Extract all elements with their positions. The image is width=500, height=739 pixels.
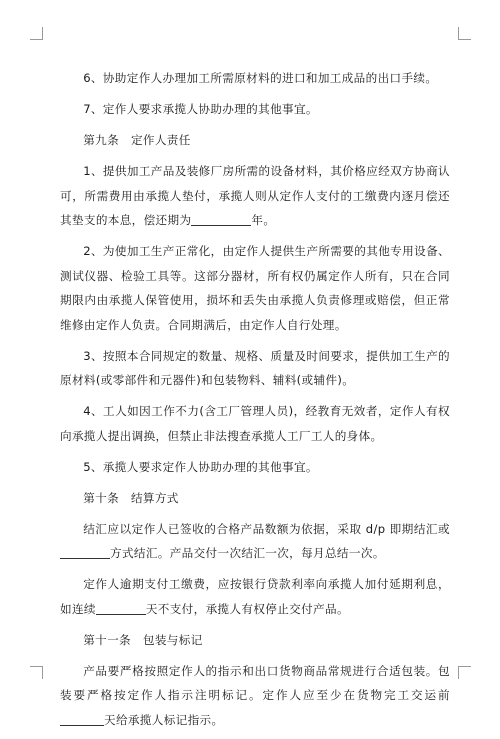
paragraph-text: 结汇应以定作人已签收的合格产品数额为依据，采取 d/p 即期结汇或 bbox=[83, 521, 450, 536]
paragraph-article-9-item-2: 2、为使加工生产正常化，由定作人提供生产所需要的其他专用设备、测试仪器、检验工具等。这部分器材，所有权仍属定作人所有，只在合同期限内由承揽人保管使用，损坏和丢失由承揽人负责修理或赔偿，但正常维修由定作人负责。合同期满后，由定作人自行处理。 bbox=[60, 244, 450, 332]
paragraph-text: 天给承揽人标记指示。 bbox=[104, 712, 224, 727]
document-body bbox=[60, 66, 450, 739]
fill-in-blank-days[interactable] bbox=[96, 602, 146, 615]
article-10-heading: 第十条 结算方式 bbox=[83, 490, 179, 505]
crop-mark-top-left bbox=[30, 27, 43, 40]
fill-in-blank-days-before-shipment[interactable] bbox=[60, 713, 104, 726]
paragraph-article-9-item-1 bbox=[60, 159, 450, 233]
paragraph-item-7: 7、定作人要求承揽人协助办理的其他事宜。 bbox=[83, 102, 318, 116]
paragraph-text: 年。 bbox=[251, 213, 276, 227]
paragraph-article-9-item-5: 5、承揽人要求定作人协助办理的其他事宜。 bbox=[83, 459, 318, 474]
fill-in-blank-settlement-method[interactable] bbox=[60, 546, 110, 559]
crop-mark-top-right bbox=[458, 27, 471, 40]
paragraph-article-9-item-4: 4、工人如因工作不力(含工厂管理人员)，经教育无效者，定作人有权向承揽人提出调换，但禁止非法搜查承揽人工厂工人的身体。 bbox=[60, 404, 450, 443]
paragraph-text: 1、提供加工产品及装修厂房所需的设备材料，其价格应经双方协商认可，所需费用由承揽人垫付，承揽人则从定作人支付的工缴费内逐月偿还其垫支的本息，偿还期为 bbox=[60, 164, 450, 227]
article-11-heading: 第十一条 包装与标记 bbox=[83, 632, 203, 647]
paragraph-packaging bbox=[60, 659, 450, 733]
paragraph-settlement bbox=[60, 517, 450, 566]
paragraph-late-payment bbox=[60, 572, 450, 621]
crop-mark-bottom-right bbox=[458, 666, 471, 679]
paragraph-text: 天不支付，承揽人有权停止交付产品。 bbox=[145, 601, 349, 616]
fill-in-blank-years[interactable] bbox=[191, 213, 251, 226]
paragraph-text: 产品要严格按照定作人的指示和出口货物商品常规进行合适包装。包装要严格按定作人指示注明标记。定作人应至少在货物完工交运前 bbox=[60, 663, 450, 702]
paragraph-text: 方式结汇。产品交付一次结汇一次，每月总结一次。 bbox=[110, 546, 385, 560]
paragraph-text: 定作人逾期支付工缴费，应按银行贷款利率向承揽人加付延期利息，如连续 bbox=[60, 577, 450, 616]
article-9-heading: 第九条 定作人责任 bbox=[83, 133, 191, 147]
paragraph-article-9-item-3: 3、按照本合同规定的数量、规格、质量及时间要求，提供加工生产的原材料(或零部件和元器件)和包装物料、辅料(或辅件)。 bbox=[60, 348, 450, 387]
paragraph-item-6: 6、协助定作人办理加工所需原材料的进口和加工成品的出口手续。 bbox=[83, 71, 438, 85]
crop-mark-bottom-left bbox=[30, 666, 43, 679]
